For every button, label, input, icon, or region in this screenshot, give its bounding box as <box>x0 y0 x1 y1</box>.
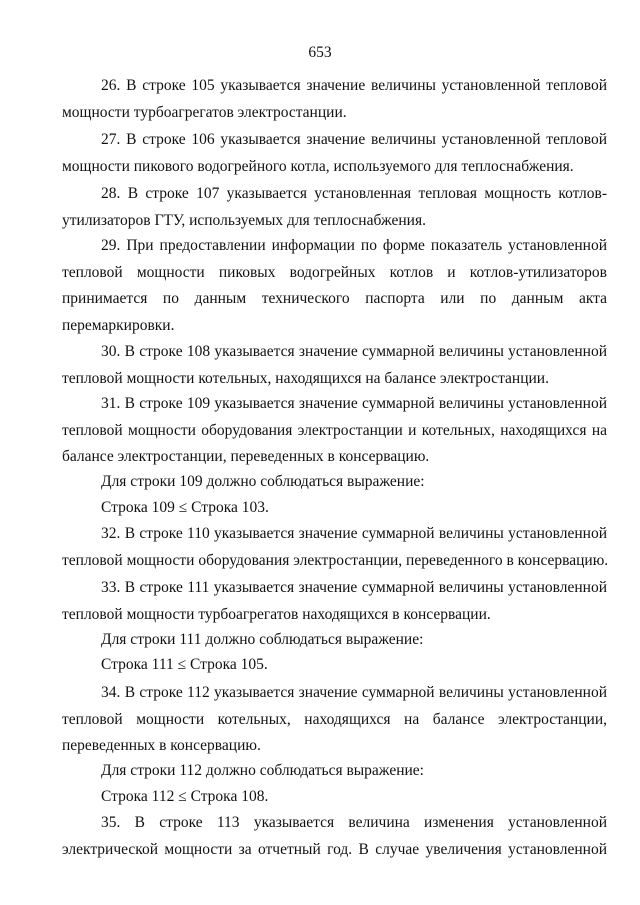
paragraph-35 <box>62 810 607 863</box>
paragraph-line: тепловой мощности котельных, находящихся на балансе электростанции. <box>62 369 549 387</box>
condition-text <box>62 627 607 654</box>
condition-formula <box>62 784 607 811</box>
paragraph-27 <box>62 127 607 180</box>
paragraph-line: Для строки 112 должно соблюдаться выражение: <box>101 762 424 779</box>
paragraph-line: мощности турбоагрегатов электростанции. <box>62 103 347 121</box>
paragraph-line: Строка 112 ≤ Строка 108. <box>101 788 269 805</box>
paragraph-line: Строка 109 ≤ Строка 103. <box>101 499 269 516</box>
paragraph-line: 29. При предоставлении информации по форме показатель установленной <box>101 237 607 254</box>
paragraph-line: тепловой мощности оборудования электростанции, переведенного в консервацию. <box>62 551 609 569</box>
paragraph-26 <box>62 73 607 126</box>
paragraph-line: балансе электростанции, переведенных в консервацию. <box>62 448 430 465</box>
paragraph-line: перемаркировки. <box>62 316 175 334</box>
paragraph-line: 35. В строке 113 указывается величина изменения установленной <box>101 814 607 831</box>
paragraph-line: мощности пикового водогрейного котла, используемого для теплоснабжения. <box>62 157 574 175</box>
paragraph-29 <box>62 233 607 339</box>
paragraph-line: Строка 111 ≤ Строка 105. <box>101 656 268 673</box>
paragraph-line: 28. В строке 107 указывается установленная тепловая мощность котлов- <box>101 185 607 202</box>
paragraph-line: переведенных в консервацию. <box>62 737 261 754</box>
paragraph-line: 34. В строке 112 указывается значение суммарной величины установленной <box>101 684 607 701</box>
paragraph-34 <box>62 680 607 760</box>
paragraph-line: 31. В строке 109 указывается значение суммарной величины установленной <box>101 395 607 412</box>
paragraph-line: Для строки 109 должно соблюдаться выражение: <box>101 473 425 490</box>
paragraph-line: 27. В строке 106 указывается значение величины установленной тепловой <box>101 131 607 148</box>
paragraph-line: 26. В строке 105 указывается значение величины установленной тепловой <box>101 77 607 94</box>
paragraph-line: электрической мощности за отчетный год. В случае увеличения установленной <box>62 840 607 858</box>
paragraph-33 <box>62 575 607 628</box>
paragraph-line: 32. В строке 110 указывается значение суммарной величины установленной <box>101 525 607 542</box>
paragraph-line: тепловой мощности оборудования электростанции и котельных, находящихся на <box>62 421 607 439</box>
condition-text <box>62 469 607 496</box>
paragraph-line: Для строки 111 должно соблюдаться выражение: <box>101 631 424 648</box>
paragraph-line: тепловой мощности пиковых водогрейных котлов и котлов-утилизаторов <box>62 263 607 281</box>
condition-formula <box>62 652 607 679</box>
condition-formula <box>62 495 607 522</box>
paragraph-line: тепловой мощности турбоагрегатов находящихся в консервации. <box>62 605 491 623</box>
page-number: 653 <box>308 44 332 61</box>
paragraph-30 <box>62 339 607 392</box>
paragraph-28 <box>62 181 607 234</box>
paragraph-line: 30. В строке 108 указывается значение суммарной величины установленной <box>101 343 607 360</box>
paragraph-line: утилизаторов ГТУ, используемых для теплоснабжения. <box>62 211 426 229</box>
condition-text <box>62 758 607 785</box>
paragraph-31 <box>62 391 607 471</box>
paragraph-line: тепловой мощности котельных, находящихся на балансе электростанции, <box>62 710 607 728</box>
paragraph-32 <box>62 521 607 574</box>
paragraph-line: принимается по данным технического паспорта или по данным акта <box>62 290 607 307</box>
paragraph-line: 33. В строке 111 указывается значение суммарной величины установленной <box>101 579 607 596</box>
